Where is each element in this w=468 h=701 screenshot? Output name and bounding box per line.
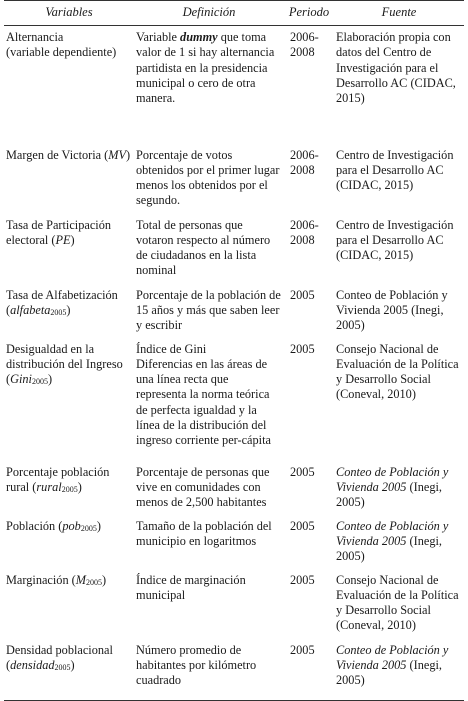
definition-cell: Porcentaje de la población de 15 años y más que saben leer y escribir xyxy=(136,287,281,333)
table-row xyxy=(4,148,464,218)
header-definition: Definición xyxy=(134,1,284,26)
definition-cell: Tamaño de la población del municipio en logaritmos xyxy=(136,518,272,548)
variable-close: ) xyxy=(70,232,75,247)
source-cell: Elaboración propia con datos del Centro de Investigación para el Desarrollo AC (CIDAC, 2015) xyxy=(336,30,456,106)
table-row xyxy=(4,573,464,643)
variable-symbol: rural xyxy=(36,479,62,494)
variables-table-container xyxy=(4,0,464,701)
definition-cell: Número promedio de habitantes por kilómetro cuadrado xyxy=(134,643,284,701)
variable-close: ) xyxy=(47,372,53,387)
variable-close: ) xyxy=(70,657,75,672)
definition-cell: Porcentaje de personas que vive en comunidades con menos de 2,500 habitantes xyxy=(136,464,270,510)
table-row xyxy=(4,465,464,519)
variable-symbol: densidad xyxy=(10,657,55,672)
variable-name: Alternancia xyxy=(6,30,64,45)
table-body xyxy=(4,26,464,701)
source-cell: Consejo Nacional de Evaluación de la Política y Desarrollo Social (Coneval, 2010) xyxy=(336,572,459,633)
period-cell: 2005 xyxy=(290,287,315,302)
variable-symbol: pob xyxy=(62,518,81,533)
variable-close: ) xyxy=(66,302,71,317)
variable-subscript: 2005 xyxy=(80,523,97,533)
source-citation: (Inegi, 2005) xyxy=(336,533,442,564)
source-title: Conteo de Población y Vivienda 2005 xyxy=(336,518,449,548)
variable-symbol: Gini xyxy=(10,372,32,387)
source-cell xyxy=(334,643,464,701)
variable-symbol: M xyxy=(75,572,87,587)
source-cell xyxy=(334,465,464,519)
header-period: Periodo xyxy=(284,1,334,26)
source-citation: (Inegi, 2005) xyxy=(336,657,442,688)
variable-close: ) xyxy=(77,479,82,494)
period-cell: 2006-2008 xyxy=(290,217,319,247)
period-cell: 2005 xyxy=(284,643,334,701)
variable-subscript: 2005 xyxy=(61,484,78,494)
variable-cell xyxy=(4,573,134,643)
variable-symbol: PE xyxy=(55,232,71,247)
variable-cell xyxy=(4,342,134,465)
variable-cell xyxy=(4,148,134,218)
definition-cell xyxy=(134,342,284,465)
variable-close: ) xyxy=(126,147,131,162)
period-cell: 2005 xyxy=(290,518,315,533)
variable-symbol: alfabeta xyxy=(10,302,51,317)
definition-cell: Total de personas que votaron respecto al número de ciudadanos en la lista nominal xyxy=(136,217,271,278)
definition-cell: Índice de marginación municipal xyxy=(136,572,246,602)
period-cell: 2005 xyxy=(290,464,315,479)
source-cell: Consejo Nacional de Evaluación de la Política y Desarrollo Social (Coneval, 2010) xyxy=(336,341,459,402)
table-row xyxy=(4,643,464,701)
header-variables: Variables xyxy=(4,1,134,26)
source-cell: Centro de Investigación para el Desarrollo AC (CIDAC, 2015) xyxy=(336,217,454,263)
header-source: Fuente xyxy=(334,1,464,26)
period-cell: 2006-2008 xyxy=(290,147,319,177)
variable-name: Marginación ( xyxy=(6,572,76,587)
table-row xyxy=(4,26,464,148)
variable-symbol: MV xyxy=(108,147,127,162)
source-title: Conteo de Población y Vivienda 2005 xyxy=(336,464,449,494)
table-row xyxy=(4,288,464,342)
variable-cell xyxy=(4,465,134,519)
definition-text: que toma valor de 1 si hay alternancia partidista en la presidencia municipal o cero de otra manera. xyxy=(136,30,275,106)
variable-subscript: 2005 xyxy=(86,577,103,587)
variable-close: ) xyxy=(96,518,101,533)
period-cell: 2005 xyxy=(290,572,315,587)
source-cell xyxy=(334,519,464,573)
period-cell: 2005 xyxy=(290,341,315,356)
definition-cell: Porcentaje de votos obtenidos por el primer lugar menos los obtenidos por el segundo. xyxy=(136,147,280,208)
variable-cell xyxy=(4,519,134,573)
variable-name: Tasa de Participación electoral ( xyxy=(6,217,111,247)
variable-subscript: 2005 xyxy=(50,307,67,317)
variable-name: Desigualdad en la distribución del Ingreso ( xyxy=(6,341,123,387)
variable-cell xyxy=(4,218,134,288)
table-row xyxy=(4,519,464,573)
definition-title: Índice de Gini xyxy=(136,341,207,356)
source-title: Conteo de Población y Vivienda 2005 xyxy=(336,642,449,672)
variable-cell xyxy=(4,26,134,148)
variable-name: Porcentaje población rural ( xyxy=(6,464,110,494)
variable-cell xyxy=(4,643,134,701)
variables-table xyxy=(4,0,464,701)
definition-text: Diferencias en las áreas de una línea recta que representa la norma teórica de perfecta igualdad y la línea de la distribución del ingreso corriente per-cápita xyxy=(136,356,271,447)
variable-name: Margen de Victoria ( xyxy=(6,147,109,162)
table-header xyxy=(4,1,464,26)
source-citation: (Inegi, 2005) xyxy=(336,479,442,510)
variable-close: ) xyxy=(102,572,107,587)
period-cell: 2006-2008 xyxy=(290,30,319,60)
definition-cell xyxy=(134,26,284,148)
source-cell: Centro de Investigación para el Desarrollo AC (CIDAC, 2015) xyxy=(336,147,454,193)
variable-subscript: 2005 xyxy=(31,377,48,387)
variable-cell xyxy=(4,288,134,342)
definition-text: Variable xyxy=(136,30,181,45)
header-row xyxy=(4,1,464,26)
definition-emphasis: dummy xyxy=(180,30,218,45)
source-cell: Conteo de Población y Vivienda 2005 (Inegi, 2005) xyxy=(336,287,448,333)
variable-name: Densidad poblacional ( xyxy=(6,642,113,672)
variable-note: (variable dependiente) xyxy=(6,45,117,60)
variable-name: Población ( xyxy=(6,518,63,533)
table-row xyxy=(4,218,464,288)
table-row xyxy=(4,342,464,465)
variable-subscript: 2005 xyxy=(54,662,71,672)
variable-name: Tasa de Alfabetización ( xyxy=(6,287,118,317)
